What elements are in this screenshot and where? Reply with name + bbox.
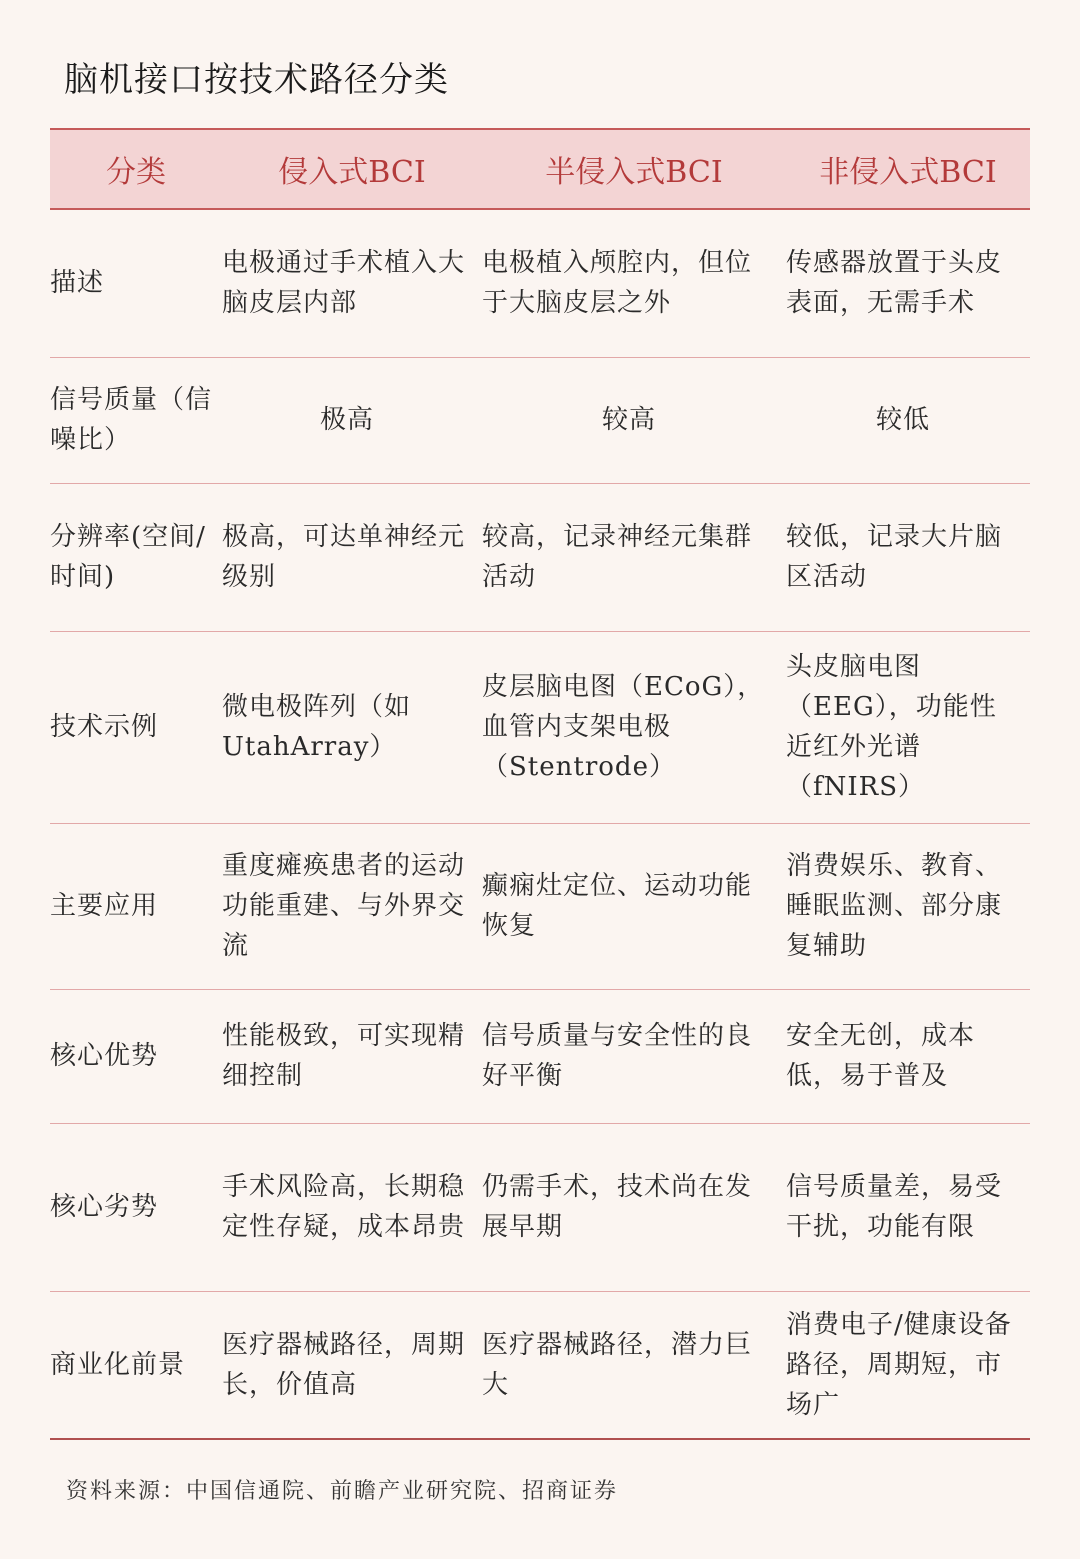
cell-non-invasive: 较低 xyxy=(786,357,1030,483)
cell-semi-invasive: 仍需手术，技术尚在发展早期 xyxy=(482,1123,786,1291)
cell-invasive: 医疗器械路径，周期长，价值高 xyxy=(222,1291,482,1439)
cell-semi-invasive: 皮层脑电图（ECoG），血管内支架电极（Stentrode） xyxy=(482,631,786,823)
source-note: 资料来源：中国信通院、前瞻产业研究院、招商证券 xyxy=(66,1479,619,1504)
table-row xyxy=(50,823,1030,989)
bci-classification-table xyxy=(50,128,1030,1440)
table-row xyxy=(50,483,1030,631)
cell-invasive: 微电极阵列（如UtahArray） xyxy=(222,631,482,823)
cell-non-invasive: 较低，记录大片脑区活动 xyxy=(786,483,1030,631)
cell-semi-invasive: 信号质量与安全性的良好平衡 xyxy=(482,989,786,1123)
header-non-invasive: 非侵入式BCI xyxy=(786,129,1030,209)
cell-non-invasive: 消费电子/健康设备路径，周期短，市场广 xyxy=(786,1291,1030,1439)
row-category: 核心劣势 xyxy=(50,1123,222,1291)
cell-semi-invasive: 较高，记录神经元集群活动 xyxy=(482,483,786,631)
cell-invasive: 极高，可达单神经元级别 xyxy=(222,483,482,631)
cell-non-invasive: 头皮脑电图（EEG），功能性近红外光谱（fNIRS） xyxy=(786,631,1030,823)
row-category: 核心优势 xyxy=(50,989,222,1123)
table-row xyxy=(50,989,1030,1123)
table-row xyxy=(50,357,1030,483)
cell-non-invasive: 信号质量差，易受干扰，功能有限 xyxy=(786,1123,1030,1291)
table-row xyxy=(50,631,1030,823)
header-category: 分类 xyxy=(50,129,222,209)
table-header-row xyxy=(50,129,1030,209)
cell-semi-invasive: 较高 xyxy=(482,357,786,483)
row-category: 描述 xyxy=(50,209,222,357)
table-row xyxy=(50,1123,1030,1291)
row-category: 信号质量（信噪比） xyxy=(50,357,222,483)
page-title: 脑机接口按技术路径分类 xyxy=(64,60,449,100)
table-row xyxy=(50,1291,1030,1439)
cell-invasive: 极高 xyxy=(222,357,482,483)
table-row xyxy=(50,209,1030,357)
cell-invasive: 手术风险高，长期稳定性存疑，成本昂贵 xyxy=(222,1123,482,1291)
cell-semi-invasive: 电极植入颅腔内，但位于大脑皮层之外 xyxy=(482,209,786,357)
cell-invasive: 电极通过手术植入大脑皮层内部 xyxy=(222,209,482,357)
header-invasive: 侵入式BCI xyxy=(222,129,482,209)
row-category: 分辨率(空间/时间) xyxy=(50,483,222,631)
header-semi-invasive: 半侵入式BCI xyxy=(482,129,786,209)
cell-semi-invasive: 医疗器械路径，潜力巨大 xyxy=(482,1291,786,1439)
cell-invasive: 重度瘫痪患者的运动功能重建、与外界交流 xyxy=(222,823,482,989)
cell-invasive: 性能极致，可实现精细控制 xyxy=(222,989,482,1123)
row-category: 商业化前景 xyxy=(50,1291,222,1439)
row-category: 主要应用 xyxy=(50,823,222,989)
cell-non-invasive: 消费娱乐、教育、睡眠监测、部分康复辅助 xyxy=(786,823,1030,989)
cell-non-invasive: 安全无创，成本低，易于普及 xyxy=(786,989,1030,1123)
row-category: 技术示例 xyxy=(50,631,222,823)
cell-non-invasive: 传感器放置于头皮表面，无需手术 xyxy=(786,209,1030,357)
cell-semi-invasive: 癫痫灶定位、运动功能恢复 xyxy=(482,823,786,989)
